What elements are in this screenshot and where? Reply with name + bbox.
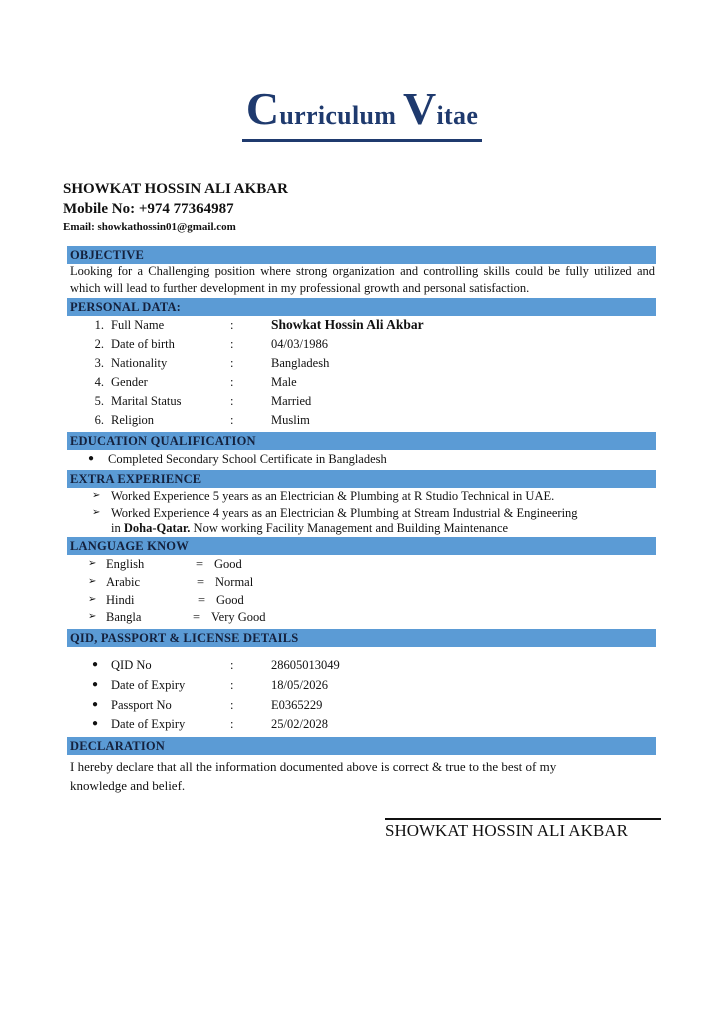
row-value: Married [271,394,312,408]
row-number: 5. [94,394,104,408]
language-name: Hindi [106,593,135,607]
arrow-bullet-icon: ➢ [88,558,97,569]
document-colon: : [230,678,234,692]
row-label: Gender [111,375,148,389]
language-separator: = [193,610,201,624]
mobile-number: Mobile No: +974 77364987 [63,201,234,217]
title-rest-2: itae [436,101,479,130]
experience-continuation [111,519,508,537]
row-value: Bangladesh [271,356,330,370]
row-value: 04/03/1986 [271,337,328,351]
row-value: Male [271,375,297,389]
row-value: Showkat Hossin Ali Akbar [271,317,424,332]
row-colon: : [230,318,234,332]
bullet-icon: ● [92,679,99,690]
row-value: Muslim [271,413,310,427]
language-separator: = [197,575,205,589]
applicant-name: SHOWKAT HOSSIN ALI AKBAR [63,181,288,197]
declaration-heading: DECLARATION [67,737,656,755]
title-cap-v: V [403,83,437,134]
document-colon: : [230,658,234,672]
arrow-bullet-icon: ➢ [88,611,97,622]
row-number: 3. [94,356,104,370]
document-value: 18/05/2026 [271,678,328,692]
language-level: Normal [215,575,254,589]
experience-in: in [111,521,124,535]
document-value: 25/02/2028 [271,717,328,731]
objective-text: Looking for a Challenging position where strong organization and controlling skills could be fully utilized and which will lead to further development in my professional growth and personal satisfaction. [70,264,655,295]
document-title [242,83,482,142]
objective-heading: OBJECTIVE [67,246,656,264]
row-colon: : [230,337,234,351]
education-heading: EDUCATION QUALIFICATION [67,432,656,450]
bullet-icon: ● [92,718,99,729]
signature-name: SHOWKAT HOSSIN ALI AKBAR [385,821,628,840]
bullet-icon: ● [92,699,99,710]
language-name: Bangla [106,610,142,624]
experience-text: Worked Experience 4 years as an Electrician & Plumbing at Stream Industrial & Engineering [111,506,578,520]
document-title-wrap [0,83,724,142]
document-label: QID No [111,658,152,672]
email-address: Email: showkathossin01@gmail.com [63,221,236,233]
language-heading: LANGUAGE KNOW [67,537,656,555]
row-colon: : [230,375,234,389]
language-separator: = [196,557,204,571]
arrow-bullet-icon: ➢ [88,576,97,587]
row-number: 4. [94,375,104,389]
language-level: Very Good [211,610,266,624]
row-colon: : [230,413,234,427]
arrow-bullet-icon: ➢ [88,594,97,605]
row-number: 1. [94,318,104,332]
language-level: Good [214,557,242,571]
row-number: 6. [94,413,104,427]
row-colon: : [230,356,234,370]
title-cap-c: C [245,83,280,134]
document-colon: : [230,698,234,712]
document-label: Date of Expiry [111,717,186,731]
document-colon: : [230,717,234,731]
document-value: E0365229 [271,698,323,712]
personal-data-heading: PERSONAL DATA: [67,298,656,316]
title-rest-1: urriculum [279,101,397,130]
arrow-bullet-icon: ➢ [92,507,101,518]
row-label: Date of birth [111,337,175,351]
experience-heading: EXTRA EXPERIENCE [67,470,656,488]
language-separator: = [198,593,206,607]
education-text: Completed Secondary School Certificate in Bangladesh [108,452,387,466]
experience-text: Worked Experience 5 years as an Electrician & Plumbing at R Studio Technical in UAE. [111,489,555,503]
row-label: Nationality [111,356,168,370]
bullet-icon: ● [88,453,95,464]
document-label: Date of Expiry [111,678,186,692]
document-label: Passport No [111,698,172,712]
row-label: Religion [111,413,155,427]
experience-location: Doha-Qatar. [123,521,191,535]
experience-rest: Now working Facility Management and Building Maintenance [190,521,509,535]
arrow-bullet-icon: ➢ [92,490,101,501]
language-level: Good [216,593,244,607]
cv-header [63,179,288,235]
row-number: 2. [94,337,104,351]
language-name: Arabic [106,575,141,589]
declaration-text: I hereby declare that all the information documented above is correct & true to the best of my knowledge and belief. [70,759,557,793]
language-name: English [106,557,145,571]
bullet-icon: ● [92,659,99,670]
row-colon: : [230,394,234,408]
documents-heading: QID, PASSPORT & LICENSE DETAILS [67,629,656,647]
row-label: Marital Status [111,394,182,408]
document-value: 28605013049 [271,658,340,672]
row-label: Full Name [111,318,165,332]
